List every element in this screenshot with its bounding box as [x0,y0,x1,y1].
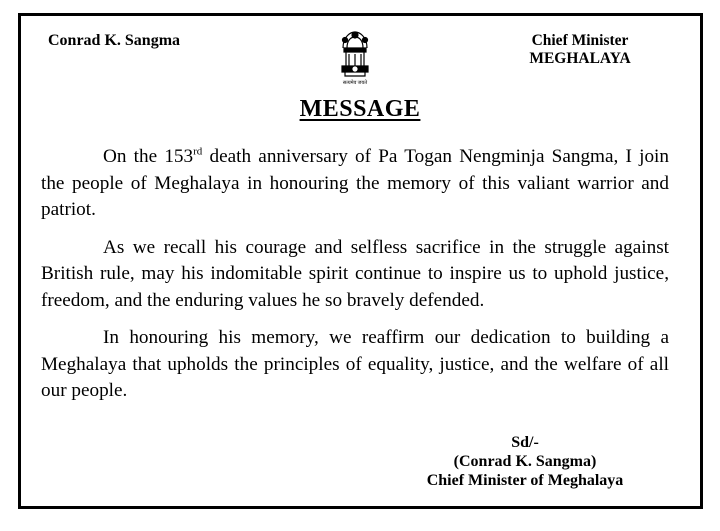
designation-title: Chief Minister [531,32,629,49]
signature-sd: Sd/- [511,434,539,451]
message-paragraph-3: In honouring his memory, we reaffirm our dedication to building a Meghalaya that upholds the principles of equality, justice, and the welfare of all our people. [41,327,669,401]
signature-name: (Conrad K. Sangma) [453,453,597,470]
signature-designation: Chief Minister of Meghalaya [426,472,624,489]
sender-designation [505,32,655,68]
sender-name: Conrad K. Sangma [48,32,181,49]
emblem-motto: सत्यमेव जयते [342,81,368,86]
page-title: MESSAGE [299,96,421,122]
signature-block [405,433,645,490]
message-paragraph-1: On the 153rd death anniversary of Pa Togan Nengminja Sangma, I join the people of Meghalaya in honouring the memory of this valiant warrior and patriot. [41,145,669,220]
ordinal-suffix: rd [193,145,203,158]
message-body [41,144,669,416]
designation-state: MEGHALAYA [529,50,631,67]
message-paragraph-2: As we recall his courage and selfless sacrifice in the struggle against British rule, may his indomitable spirit continue to inspire us to uphold justice, freedom, and the enduring values he so bravely defended. [41,236,669,311]
